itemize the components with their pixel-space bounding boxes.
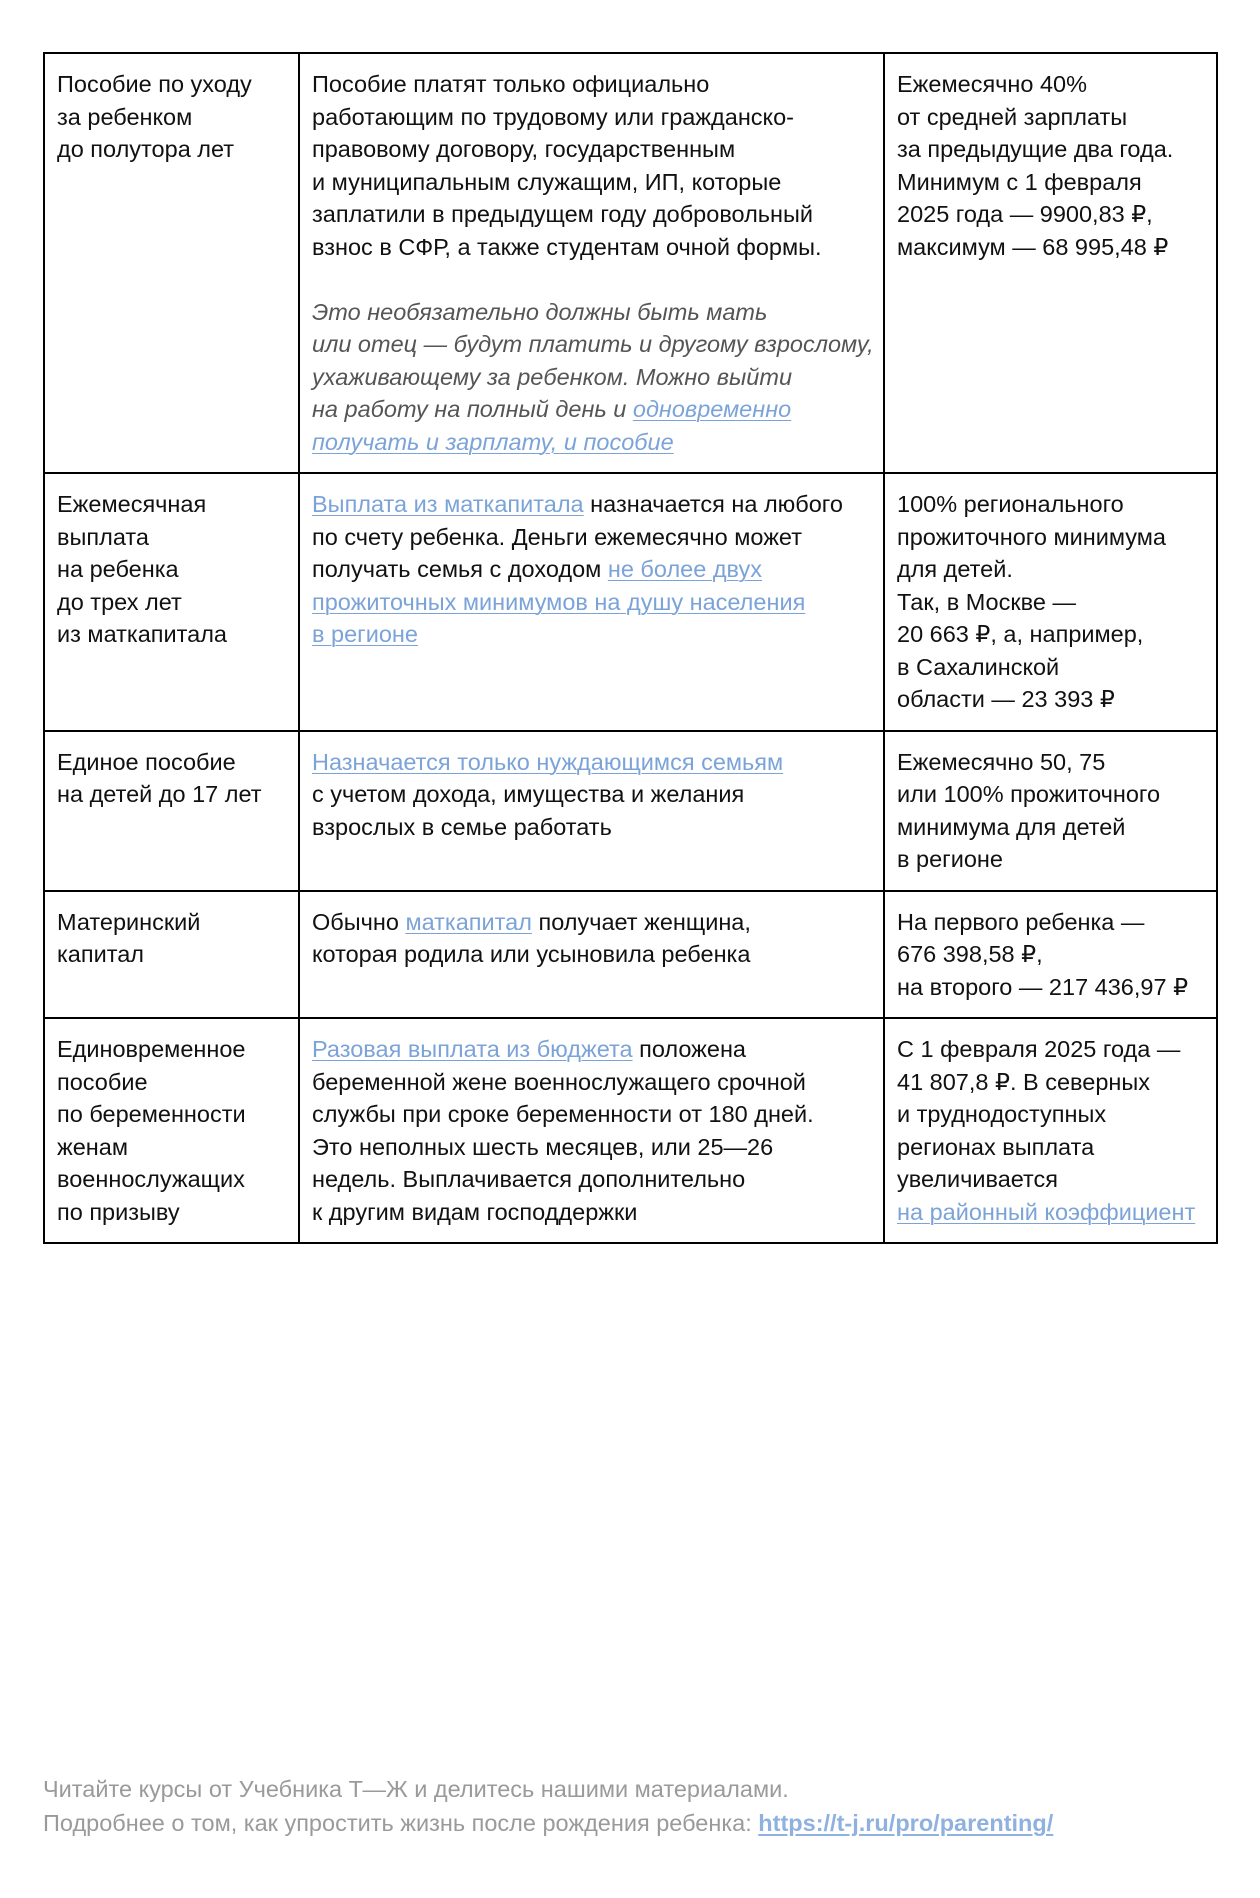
paragraph-gap — [312, 263, 871, 296]
benefit-description-cell — [299, 473, 884, 731]
note-text: на работу на полный день и — [312, 396, 633, 422]
benefit-description-cell — [299, 53, 884, 473]
table-row — [44, 1018, 1217, 1243]
description-text: положена — [632, 1036, 747, 1062]
benefit-name-line: Единое пособие — [57, 748, 236, 775]
matcapital-link[interactable]: маткапитал — [405, 908, 532, 935]
note-line: ухаживающему за ребенком. Можно выйти — [312, 363, 793, 390]
benefit-amount-cell — [884, 53, 1217, 473]
description-line: к другим видам господдержки — [312, 1198, 638, 1225]
budget-payment-link[interactable]: Разовая выплата из бюджета — [312, 1036, 633, 1062]
amount-line: для детей. — [897, 556, 1013, 582]
amount-line: 676 398,58 ₽, — [897, 941, 1043, 967]
description-line: взнос в СФР, а также студентам очной формы. — [312, 233, 822, 260]
amount-line: области — 23 393 ₽ — [897, 686, 1115, 712]
footer-line: Читайте курсы от Учебника Т—Ж и делитесь нашими материалами. — [43, 1776, 789, 1802]
subsistence-minimum-link-continued[interactable]: прожиточных минимумов на душу населения — [312, 588, 806, 615]
benefit-name-line: выплата — [57, 523, 149, 550]
description-line: Это неполных шесть месяцев, или 25—26 — [312, 1133, 774, 1160]
amount-line: Так, в Москве — — [897, 588, 1076, 615]
description-text: назначается на любого — [583, 491, 843, 517]
benefit-amount-cell — [884, 731, 1217, 891]
amount-line: регионах выплата — [897, 1133, 1095, 1160]
amount-line: Ежемесячно 40% — [897, 71, 1088, 97]
amount-line: С 1 февраля 2025 года — — [897, 1036, 1181, 1062]
amount-line: прожиточного минимума — [897, 523, 1166, 550]
amount-line: на второго — 217 436,97 ₽ — [897, 973, 1189, 1000]
benefit-name-line: за ребенком — [57, 103, 193, 130]
amount-line: в регионе — [897, 846, 1003, 872]
description-text: Обычно — [312, 908, 406, 935]
salary-and-benefit-link[interactable]: одновременно — [632, 396, 792, 422]
benefit-name-line: по беременности — [57, 1101, 246, 1127]
description-line: недель. Выплачивается дополнительно — [312, 1166, 746, 1192]
amount-line: На первого ребенка — — [897, 908, 1145, 935]
amount-line: максимум — 68 995,48 ₽ — [897, 233, 1169, 260]
matcapital-payment-link[interactable]: Выплата из маткапитала — [312, 491, 584, 517]
description-line — [312, 906, 871, 939]
regional-coefficient-link[interactable]: на районный коэффициент — [897, 1198, 1196, 1225]
benefit-amount-cell — [884, 473, 1217, 731]
footer-text: Подробнее о том, как упростить жизнь после рождения ребенка: — [43, 1810, 759, 1836]
benefit-description-cell — [299, 731, 884, 891]
parenting-course-link[interactable]: https://t-j.ru/pro/parenting/ — [758, 1810, 1054, 1836]
needy-families-link[interactable]: Назначается только нуждающимся семьям — [312, 748, 784, 775]
description-line: взрослых в семье работать — [312, 813, 612, 840]
table-row — [44, 53, 1217, 473]
table-row — [44, 473, 1217, 731]
benefit-name-line: пособие — [57, 1068, 148, 1095]
footer-line — [43, 1806, 1053, 1840]
subsistence-minimum-link-end[interactable]: в регионе — [312, 621, 418, 647]
amount-line: 2025 года — 9900,83 ₽, — [897, 201, 1153, 227]
benefit-name-cell — [44, 53, 299, 473]
description-line: по счету ребенка. Деньги ежемесячно может — [312, 523, 802, 550]
footer — [43, 1772, 1053, 1840]
benefit-name-line: из маткапитала — [57, 621, 227, 647]
amount-line: увеличивается — [897, 1166, 1059, 1192]
description-line: Пособие платят только официально — [312, 71, 710, 97]
benefit-description-cell — [299, 891, 884, 1019]
amount-line: за предыдущие два года. — [897, 136, 1174, 162]
benefit-name-cell — [44, 891, 299, 1019]
description-line: службы при сроке беременности от 180 дней. — [312, 1101, 814, 1127]
description-line — [312, 586, 871, 619]
note-line: Это необязательно должны быть мать — [312, 298, 768, 325]
description-line: правовому договору, государственным — [312, 136, 736, 162]
benefit-name-line: до полутора лет — [57, 136, 235, 162]
benefit-name-line: женам — [57, 1133, 128, 1160]
amount-line: минимума для детей — [897, 813, 1126, 840]
description-line: заплатили в предыдущем году добровольный — [312, 201, 814, 227]
description-text: получает женщина, — [531, 908, 751, 935]
benefit-amount-cell — [884, 891, 1217, 1019]
description-line: работающим по трудовому или гражданско- — [312, 103, 795, 130]
table-row — [44, 731, 1217, 891]
benefit-name-line: Единовременное — [57, 1036, 246, 1062]
benefit-name-line: до трех лет — [57, 588, 182, 615]
benefit-name-line: Пособие по уходу — [57, 71, 252, 97]
subsistence-minimum-link[interactable]: не более двух — [607, 556, 763, 582]
amount-line: 41 807,8 ₽. В северных — [897, 1068, 1151, 1095]
benefit-name-line: военнослужащих — [57, 1166, 245, 1192]
salary-and-benefit-link-continued[interactable]: получать и зарплату, и пособие — [312, 428, 674, 455]
description-text: получать семья с доходом — [312, 556, 608, 582]
description-line — [312, 553, 871, 586]
description-line: которая родила или усыновила ребенка — [312, 941, 751, 967]
description-line — [312, 1033, 871, 1066]
amount-line: Минимум с 1 февраля — [897, 168, 1142, 195]
benefit-name-line: на ребенка — [57, 556, 179, 582]
amount-line: 100% регионального — [897, 491, 1124, 517]
note-line — [312, 426, 871, 459]
amount-line: 20 663 ₽, а, например, — [897, 621, 1144, 647]
amount-line: в Сахалинской — [897, 653, 1060, 680]
benefit-name-line: на детей до 17 лет — [57, 781, 262, 807]
amount-line: и труднодоступных — [897, 1101, 1107, 1127]
benefits-table — [43, 52, 1218, 1244]
description-line — [312, 746, 871, 779]
description-line: с учетом дохода, имущества и желания — [312, 781, 745, 807]
description-line — [312, 618, 871, 651]
amount-line: Ежемесячно 50, 75 — [897, 748, 1106, 775]
benefit-amount-cell — [884, 1018, 1217, 1243]
amount-line: или 100% прожиточного — [897, 781, 1161, 807]
description-line: беременной жене военнослужащего срочной — [312, 1068, 806, 1095]
amount-line: от средней зарплаты — [897, 103, 1128, 130]
benefit-name-line: капитал — [57, 941, 145, 967]
note-line: или отец — будут платить и другому взрослому, — [312, 331, 874, 357]
table-row — [44, 891, 1217, 1019]
benefit-name-line: по призыву — [57, 1198, 180, 1225]
description-line: и муниципальным служащим, ИП, которые — [312, 168, 782, 195]
benefit-name-cell — [44, 731, 299, 891]
amount-line — [897, 1196, 1204, 1229]
benefit-description-cell — [299, 1018, 884, 1243]
benefit-name-cell — [44, 1018, 299, 1243]
note-line — [312, 393, 871, 426]
benefit-name-cell — [44, 473, 299, 731]
description-line — [312, 488, 871, 521]
benefit-name-line: Ежемесячная — [57, 491, 207, 517]
benefit-name-line: Материнский — [57, 908, 201, 935]
